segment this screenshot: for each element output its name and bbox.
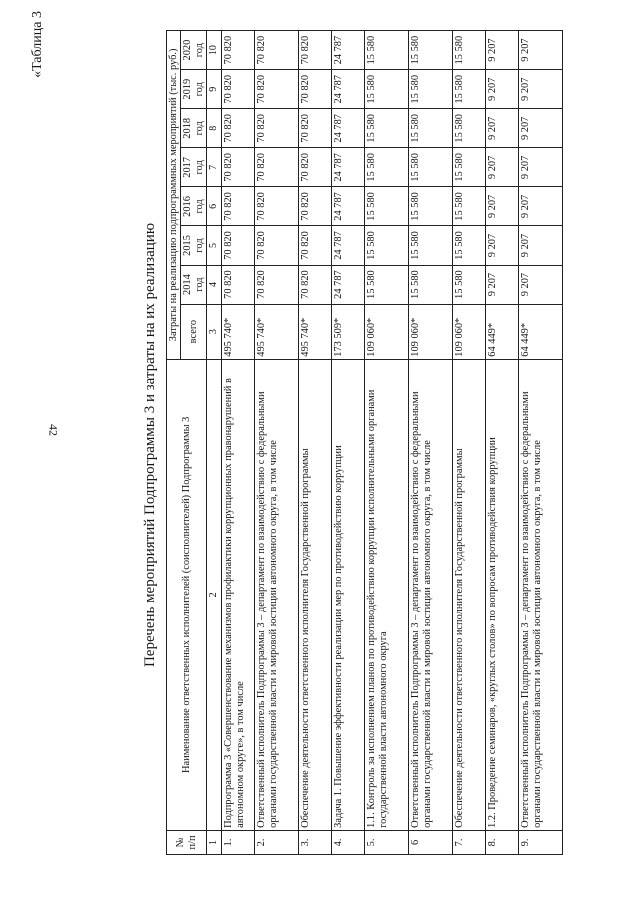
header-year: 2019 год bbox=[181, 70, 207, 109]
row-value: 15 580 bbox=[365, 148, 409, 187]
row-value: 70 820 bbox=[299, 148, 332, 187]
row-value: 70 820 bbox=[222, 265, 255, 304]
page-number: 42 bbox=[46, 424, 61, 436]
table-row bbox=[332, 31, 365, 855]
row-value: 70 820 bbox=[299, 187, 332, 226]
row-value: 70 820 bbox=[222, 226, 255, 265]
row-value: 15 580 bbox=[365, 70, 409, 109]
column-number: 5 bbox=[207, 226, 222, 265]
column-number: 8 bbox=[207, 109, 222, 148]
header-year: 2016 год bbox=[181, 187, 207, 226]
row-value: 9 207 bbox=[486, 70, 519, 109]
row-number: 8. bbox=[486, 830, 519, 854]
row-name: Ответственный исполнитель Подпрограммы 3 – департамент по взаимодействию с федеральными органами государственной власти и мировой юстиции автономного округа, в том числе bbox=[409, 359, 453, 830]
row-value: 15 580 bbox=[409, 31, 453, 70]
row-value: 70 820 bbox=[299, 31, 332, 70]
row-value: 9 207 bbox=[519, 109, 563, 148]
table-row bbox=[299, 31, 332, 855]
row-number: 6 bbox=[409, 830, 453, 854]
row-value: 15 580 bbox=[409, 265, 453, 304]
column-number: 2 bbox=[207, 359, 222, 830]
row-value: 15 580 bbox=[409, 187, 453, 226]
row-total: 495 740* bbox=[222, 304, 255, 359]
row-value: 15 580 bbox=[365, 109, 409, 148]
row-value: 24 787 bbox=[332, 109, 365, 148]
row-value: 15 580 bbox=[365, 265, 409, 304]
table-row bbox=[453, 31, 486, 855]
row-value: 70 820 bbox=[299, 70, 332, 109]
column-number: 7 bbox=[207, 148, 222, 187]
table-row bbox=[255, 31, 299, 855]
row-total: 109 060* bbox=[453, 304, 486, 359]
row-name: Обеспечение деятельности ответственного исполнителя Государственной программы bbox=[453, 359, 486, 830]
row-value: 24 787 bbox=[332, 148, 365, 187]
column-number: 3 bbox=[207, 304, 222, 359]
row-name: Подпрограмма 3 «Совершенствование механизмов профилактики коррупционных правонарушений в автономном округе», в том числе bbox=[222, 359, 255, 830]
row-total: 109 060* bbox=[365, 304, 409, 359]
column-number-row bbox=[207, 31, 222, 855]
document-title: Перечень мероприятий Подпрограммы 3 и затраты на их реализацию bbox=[142, 222, 158, 668]
row-value: 24 787 bbox=[332, 70, 365, 109]
header-total: всего bbox=[181, 304, 207, 359]
header-year: 2017 год bbox=[181, 148, 207, 187]
row-value: 15 580 bbox=[365, 187, 409, 226]
row-number: 9. bbox=[519, 830, 563, 854]
header-num: № п/п bbox=[167, 830, 207, 854]
row-total: 109 060* bbox=[409, 304, 453, 359]
table-caption: «Таблица 3 bbox=[30, 11, 45, 78]
row-value: 15 580 bbox=[365, 226, 409, 265]
row-value: 24 787 bbox=[332, 31, 365, 70]
row-value: 15 580 bbox=[409, 70, 453, 109]
row-value: 70 820 bbox=[255, 70, 299, 109]
row-total: 173 509* bbox=[332, 304, 365, 359]
row-value: 15 580 bbox=[453, 265, 486, 304]
row-value: 70 820 bbox=[255, 31, 299, 70]
row-value: 15 580 bbox=[453, 31, 486, 70]
table-row bbox=[222, 31, 255, 855]
row-value: 24 787 bbox=[332, 265, 365, 304]
header-year: 2020 год bbox=[181, 31, 207, 70]
header-name: Наименование ответственных исполнителей (соисполнителей) Подпрограммы 3 bbox=[167, 359, 207, 830]
row-total: 495 740* bbox=[299, 304, 332, 359]
row-value: 15 580 bbox=[409, 148, 453, 187]
row-name: 1.2. Проведение семинаров, «круглых столов» по вопросам противодействия коррупции bbox=[486, 359, 519, 830]
row-value: 70 820 bbox=[299, 226, 332, 265]
column-number: 1 bbox=[207, 830, 222, 854]
row-name: 1.1. Контроль за исполнением планов по противодействию коррупции исполнительными органами государственной власти автономного округа bbox=[365, 359, 409, 830]
row-name: Задача 1. Повышение эффективности реализации мер по противодействию коррупции bbox=[332, 359, 365, 830]
row-value: 70 820 bbox=[222, 109, 255, 148]
row-value: 70 820 bbox=[299, 265, 332, 304]
table-row bbox=[486, 31, 519, 855]
row-name: Обеспечение деятельности ответственного исполнителя Государственной программы bbox=[299, 359, 332, 830]
row-value: 15 580 bbox=[365, 31, 409, 70]
table-row bbox=[519, 31, 563, 855]
row-value: 15 580 bbox=[453, 226, 486, 265]
header-row bbox=[167, 31, 181, 855]
row-value: 70 820 bbox=[255, 265, 299, 304]
header-costs-group: Затраты на реализацию подпрограммных мероприятий (тыс. руб.) bbox=[167, 31, 181, 360]
table-row bbox=[365, 31, 409, 855]
row-total: 64 449* bbox=[486, 304, 519, 359]
column-number: 4 bbox=[207, 265, 222, 304]
column-number: 10 bbox=[207, 31, 222, 70]
row-number: 3. bbox=[299, 830, 332, 854]
row-value: 15 580 bbox=[453, 109, 486, 148]
row-value: 9 207 bbox=[486, 148, 519, 187]
row-number: 5. bbox=[365, 830, 409, 854]
table-row bbox=[409, 31, 453, 855]
row-value: 9 207 bbox=[519, 31, 563, 70]
column-number: 9 bbox=[207, 70, 222, 109]
row-total: 495 740* bbox=[255, 304, 299, 359]
row-value: 24 787 bbox=[332, 187, 365, 226]
row-value: 9 207 bbox=[519, 187, 563, 226]
row-number: 7. bbox=[453, 830, 486, 854]
row-value: 9 207 bbox=[519, 226, 563, 265]
column-number: 6 bbox=[207, 187, 222, 226]
row-value: 24 787 bbox=[332, 226, 365, 265]
row-value: 70 820 bbox=[255, 187, 299, 226]
row-value: 70 820 bbox=[222, 148, 255, 187]
row-name: Ответственный исполнитель Подпрограммы 3 – департамент по взаимодействию с федеральными органами государственной власти и мировой юстиции автономного округа, в том числе bbox=[519, 359, 563, 830]
row-number: 1. bbox=[222, 830, 255, 854]
row-value: 15 580 bbox=[453, 187, 486, 226]
row-value: 9 207 bbox=[519, 148, 563, 187]
row-name: Ответственный исполнитель Подпрограммы 3 – департамент по взаимодействию с федеральными органами государственной власти и мировой юстиции автономного округа, в том числе bbox=[255, 359, 299, 830]
row-value: 70 820 bbox=[222, 31, 255, 70]
row-value: 9 207 bbox=[486, 265, 519, 304]
row-value: 15 580 bbox=[409, 226, 453, 265]
row-value: 70 820 bbox=[255, 109, 299, 148]
row-value: 9 207 bbox=[519, 265, 563, 304]
row-value: 9 207 bbox=[486, 226, 519, 265]
header-year: 2018 год bbox=[181, 109, 207, 148]
row-value: 70 820 bbox=[299, 109, 332, 148]
header-year: 2015 год bbox=[181, 226, 207, 265]
row-value: 15 580 bbox=[453, 148, 486, 187]
row-value: 70 820 bbox=[222, 187, 255, 226]
row-value: 9 207 bbox=[486, 187, 519, 226]
row-number: 4. bbox=[332, 830, 365, 854]
row-value: 9 207 bbox=[486, 109, 519, 148]
row-value: 15 580 bbox=[409, 109, 453, 148]
header-year: 2014 год bbox=[181, 265, 207, 304]
row-value: 70 820 bbox=[255, 148, 299, 187]
row-value: 9 207 bbox=[486, 31, 519, 70]
row-total: 64 449* bbox=[519, 304, 563, 359]
row-value: 70 820 bbox=[255, 226, 299, 265]
row-value: 70 820 bbox=[222, 70, 255, 109]
row-number: 2. bbox=[255, 830, 299, 854]
costs-table bbox=[166, 30, 563, 855]
row-value: 15 580 bbox=[453, 70, 486, 109]
row-value: 9 207 bbox=[519, 70, 563, 109]
